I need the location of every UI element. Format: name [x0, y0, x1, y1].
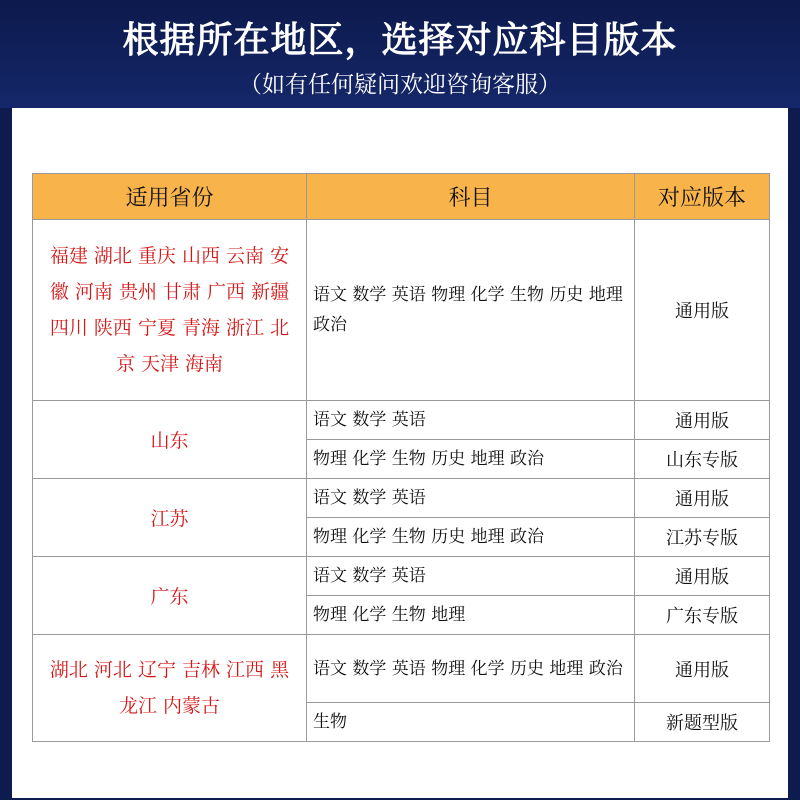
column-header-version: 对应版本 [635, 174, 770, 220]
version-cell: 通用版 [635, 635, 770, 703]
version-table [32, 173, 770, 742]
subjects-cell: 语文 数学 英语 物理 化学 生物 历史 地理 政治 [307, 220, 635, 401]
page-title: 根据所在地区，选择对应科目版本 [122, 20, 678, 61]
table-row [33, 479, 770, 518]
subjects-cell: 语文 数学 英语 [307, 557, 635, 596]
column-header-provinces: 适用省份 [33, 174, 307, 220]
subjects-cell: 语文 数学 英语 [307, 479, 635, 518]
version-cell: 通用版 [635, 479, 770, 518]
subjects-cell: 物理 化学 生物 地理 [307, 596, 635, 635]
page-subtitle: （如有任何疑问欢迎咨询客服） [239, 72, 561, 98]
subjects-cell: 语文 数学 英语 [307, 401, 635, 440]
province-cell: 福建 湖北 重庆 山西 云南 安徽 河南 贵州 甘肃 广西 新疆 四川 陕西 宁夏 青海 浙江 北京 天津 海南 [33, 220, 307, 401]
table-row [33, 401, 770, 440]
subjects-cell: 生物 [307, 703, 635, 742]
version-cell: 江苏专版 [635, 518, 770, 557]
version-cell: 通用版 [635, 401, 770, 440]
header-banner [0, 0, 800, 108]
province-cell: 广东 [33, 557, 307, 635]
table-row [33, 220, 770, 401]
version-cell: 通用版 [635, 557, 770, 596]
province-cell: 湖北 河北 辽宁 吉林 江西 黑龙江 内蒙古 [33, 635, 307, 742]
version-cell: 新题型版 [635, 703, 770, 742]
content-panel [12, 108, 788, 798]
column-header-subjects: 科目 [307, 174, 635, 220]
table-row [33, 635, 770, 703]
version-cell: 广东专版 [635, 596, 770, 635]
version-cell: 山东专版 [635, 440, 770, 479]
province-cell: 江苏 [33, 479, 307, 557]
subjects-cell: 物理 化学 生物 历史 地理 政治 [307, 518, 635, 557]
version-cell: 通用版 [635, 220, 770, 401]
province-cell: 山东 [33, 401, 307, 479]
subjects-cell: 物理 化学 生物 历史 地理 政治 [307, 440, 635, 479]
table-header-row [33, 174, 770, 220]
table-row [33, 557, 770, 596]
subjects-cell: 语文 数学 英语 物理 化学 历史 地理 政治 [307, 635, 635, 703]
